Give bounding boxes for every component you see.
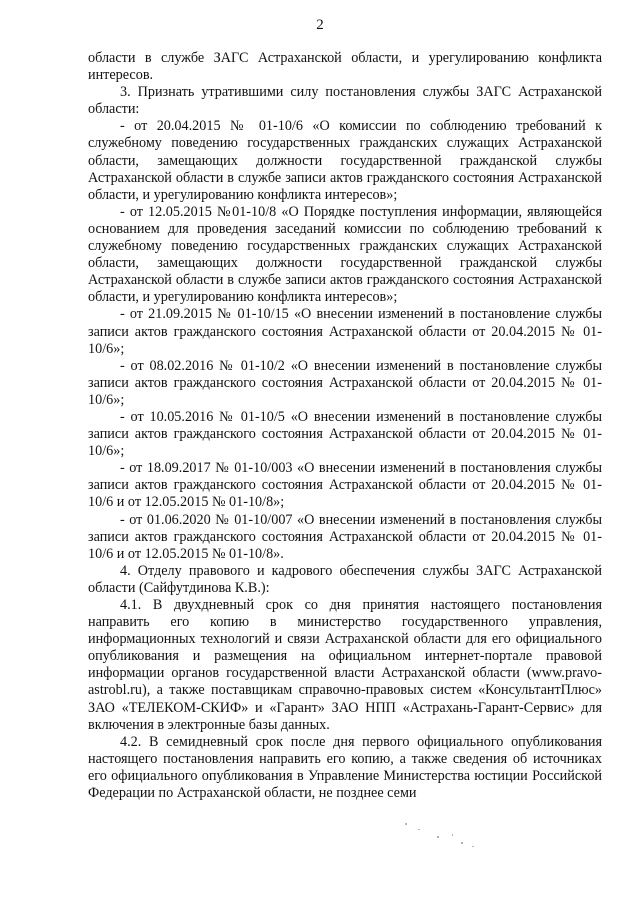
scan-speck: [405, 823, 407, 825]
paragraph-continuation: области в службе ЗАГС Астраханской области, и урегулированию конфликта интересов.: [88, 50, 602, 84]
scan-speck: [437, 836, 439, 838]
document-body: [88, 50, 602, 802]
page-number: 2: [316, 17, 324, 33]
paragraph-item-4-2: 4.2. В семидневный срок после дня первого официального опубликования настоящего постановления направить его копию, а также сведения об источниках его официального опубликования в Управление Министерства юстиции Российской Федерации по Астраханской области, не позднее семи: [88, 733, 602, 802]
paragraph-repeal-2015-01-10-15: - от 21.09.2015 № 01-10/15 «О внесении изменений в постановление службы записи актов гражданского состояния Астраханской области от 20.04.2015 № 01-10/6»;: [88, 306, 602, 357]
scan-speck: [472, 846, 474, 847]
paragraph-repeal-2015-01-10-6: - от 20.04.2015 № 01-10/6 «О комиссии по соблюдению требований к служебному поведению государственных гражданских служащих Астраханской области, замещающих должности государственной гражданской службы Астраханской области в службе записи актов гражданского состояния Астраханской области, и урегулированию конфликта интересов»;: [88, 118, 602, 203]
paragraph-repeal-2016-01-10-2: - от 08.02.2016 № 01-10/2 «О внесении изменений в постановление службы записи актов гражданского состояния Астраханской области от 20.04.2015 № 01-10/6»;: [88, 357, 602, 408]
paragraph-repeal-2020-01-10-007: - от 01.06.2020 № 01-10/007 «О внесении изменений в постановления службы записи актов гражданского состояния Астраханской области от 20.04.2015 № 01-10/6 и от 12.05.2015 № 01-10/8».: [88, 511, 602, 562]
paragraph-item-4-1: 4.1. В двухдневный срок со дня принятия настоящего постановления направить его копию в министерство государственного управления, информационных технологий и связи Астраханской области для его официального опубликования и размещения на официальном интернет-портале правовой информации органов государственной власти Астраханской области (www.pravo-astrobl.ru), а также поставщикам справочно-правовых систем «КонсультантПлюс» ЗАО «ТЕЛЕКОМ-СКИФ» и «Гарант» ЗАО НПП «Астрахань-Гарант-Сервис» для включения в электронные базы данных.: [88, 597, 602, 733]
paragraph-repeal-2017-01-10-003: - от 18.09.2017 № 01-10/003 «О внесении изменений в постановления службы записи актов гражданского состояния Астраханской области от 20.04.2015 № 01-10/6 и от 12.05.2015 № 01-10/8»;: [88, 460, 602, 511]
paragraph-repeal-2015-01-10-8: - от 12.05.2015 №01-10/8 «О Порядке поступления информации, являющейся основанием для проведения заседаний комиссии по соблюдению требований к служебному поведению государственных гражданских служащих Астраханской области, замещающих должности государственной гражданской службы Астраханской области в службе записи актов гражданского состояния Астраханской области, и урегулированию конфликта интересов»;: [88, 203, 602, 306]
paragraph-item-4: 4. Отделу правового и кадрового обеспечения службы ЗАГС Астраханской области (Сайфутдинова К.В.):: [88, 562, 602, 596]
paragraph-item-3: 3. Признать утратившими силу постановления службы ЗАГС Астраханской области:: [88, 84, 602, 118]
scan-speck: [418, 829, 420, 830]
paragraph-repeal-2016-01-10-5: - от 10.05.2016 № 01-10/5 «О внесении изменений в постановление службы записи актов гражданского состояния Астраханской области от 20.04.2015 № 01-10/6»;: [88, 408, 602, 460]
scan-speck: [452, 834, 453, 836]
scan-speck: [461, 842, 463, 844]
